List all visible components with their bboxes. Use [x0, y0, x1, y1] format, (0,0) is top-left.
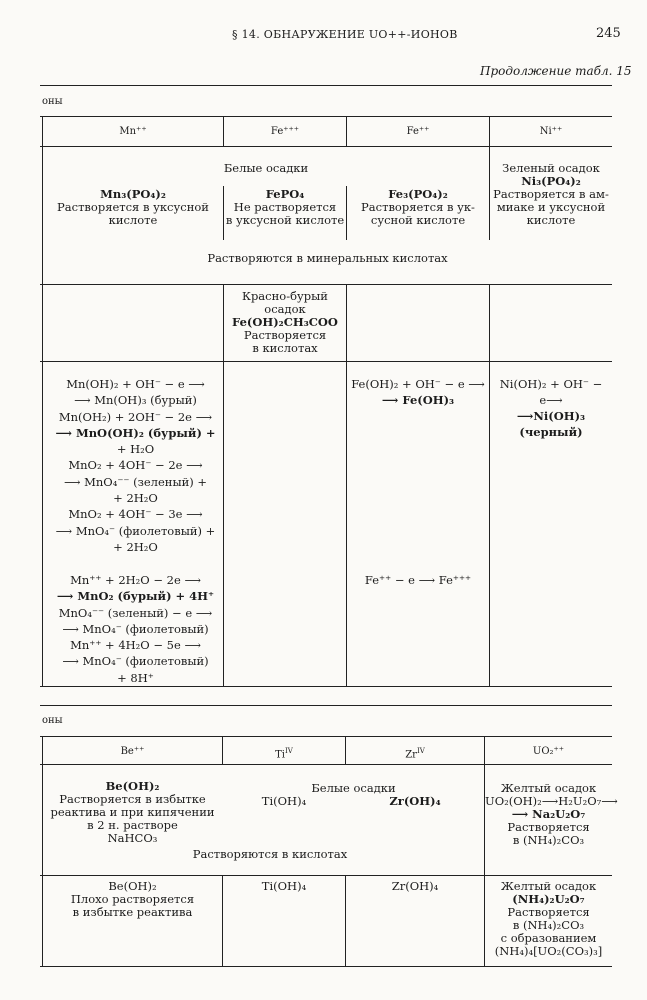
mn-oxidation-a	[48, 376, 223, 555]
zr-hydroxide-2: Zr(OH)₄	[391, 879, 439, 893]
fe3-acetate-1: Красно-бурый	[242, 289, 328, 303]
mn-eq-2: ⟶ Mn(OH)₃ (бурый)	[74, 393, 197, 408]
ni-text-3: миаке и уксусной	[496, 200, 606, 214]
page-number: 245	[596, 26, 621, 41]
fe2-eq-1: Fe(OH)₂ + OH⁻ − e ⟶	[351, 377, 485, 391]
mn-eq-17: ⟶ MnO₄⁻ (фиолетовый)	[62, 654, 209, 669]
running-head: § 14. ОБНАРУЖЕНИЕ UO++-ИОНОВ	[232, 28, 458, 41]
mn-eq-1: Mn(OH)₂ + OH⁻ − e ⟶	[66, 377, 205, 391]
row1-footer: Растворяются в минеральных кислотах	[207, 251, 448, 265]
be-hydroxide	[43, 780, 222, 845]
mn-eq-11: + 2H₂O	[113, 539, 158, 554]
fe3-acetate-3: Растворяется	[243, 328, 327, 342]
fe2-text-1: Растворяется в ук-	[361, 200, 475, 214]
header-uo2: UO₂⁺⁺	[532, 746, 565, 757]
fe2-phosphate	[347, 188, 489, 227]
uo2-precipitate-2	[485, 880, 612, 958]
mn-eq-16: Mn⁺⁺ + 4H₂O − 5e ⟶	[70, 638, 201, 653]
fe3-acetate-2: осадок	[264, 302, 306, 316]
ni-text-4: кислоте	[526, 213, 576, 227]
mn-eq-15: ⟶ MnO₄⁻ (фиолетовый)	[62, 621, 209, 636]
row1-span-label: Белые осадки	[223, 161, 309, 175]
be-formula: Be(OH)₂	[105, 779, 160, 793]
uo2b-text-4: в (NH₄)₂CO₃	[512, 918, 585, 932]
header-fe2: Fe⁺⁺	[406, 126, 430, 137]
uo2-text-3: ⟶ Na₂U₂O₇	[511, 807, 586, 821]
uo2-text-5: в (NH₄)₂CO₃	[512, 833, 585, 847]
mn-eq-5: + H₂O	[116, 442, 155, 457]
fe2-eq-2: ⟶ Fe(OH)₃	[381, 393, 455, 407]
row1-footer-2: Растворяются в кислотах	[192, 847, 348, 861]
be2-text-2: в избытке реактива	[72, 905, 193, 919]
table-1-stub: оны	[42, 96, 63, 107]
fe2-text-2: сусной кислоте	[370, 213, 466, 227]
uo2b-text-6: (NH₄)₄[UO₂(CO₃)₃]	[494, 944, 603, 958]
mn-eq-9: MnO₂ + 4OH⁻ − 3e ⟶	[68, 507, 203, 522]
mn-phosphate	[43, 188, 223, 227]
header-zr: $Zr^{IV}$	[405, 747, 425, 761]
header-be: Be⁺⁺	[120, 746, 145, 757]
fe3-formula: FePO₄	[265, 187, 305, 201]
fe3-acetate	[224, 290, 346, 355]
fe3-text-2: в уксусной кислоте	[225, 213, 345, 227]
be-text-3: в 2 н. растворе	[87, 818, 178, 832]
mn-eq-8: + 2H₂O	[113, 491, 158, 506]
mn-text-1: Растворяется в уксусной	[57, 200, 209, 214]
ti-hydroxide: Ti(OH)₄	[261, 794, 307, 808]
header-ti: $Ti^{IV}$	[275, 747, 293, 761]
ni-eq-2: ⟶Ni(OH)₃ (черный)	[516, 409, 586, 439]
mn-eq-13: ⟶ MnO₂ (бурый) + 4H⁺	[56, 589, 215, 604]
mn-text-2: кислоте	[108, 213, 158, 227]
uo2b-text-2: (NH₄)₂U₂O₇	[512, 892, 585, 906]
uo2b-text-5: с образованием	[500, 931, 597, 945]
row1-span-label-2: Белые осадки	[311, 781, 396, 795]
header-fe3: Fe⁺⁺⁺	[270, 126, 300, 137]
uo2b-text-3: Растворяется	[507, 905, 590, 919]
mn-eq-6: MnO₂ + 4OH⁻ − 2e ⟶	[68, 458, 203, 473]
mn-oxidation-b	[48, 572, 223, 686]
zr-hydroxide: Zr(OH)₄	[389, 794, 441, 808]
be2-text-1: Плохо растворяется	[70, 892, 195, 906]
fe3-phosphate	[224, 188, 346, 227]
mn-eq-7: ⟶ MnO₄⁻⁻ (зеленый) +	[63, 474, 208, 489]
mn-eq-12: Mn⁺⁺ + 2H₂O − 2e ⟶	[70, 573, 201, 587]
mn-eq-3: Mn(OH₂) + 2OH⁻ − 2e ⟶	[58, 409, 213, 424]
table-continuation: Продолжение табл. 15	[480, 64, 632, 78]
fe2-oxidation-a	[347, 376, 489, 408]
ni-formula: Ni₃(PO₄)₂	[521, 174, 581, 188]
be-text-2: реактива и при кипячении	[50, 805, 215, 819]
be-text-4: NaHCO₃	[107, 831, 158, 845]
mn-eq-4: ⟶ MnO(OH)₂ (бурый) +	[55, 425, 216, 440]
ni-phosphate	[490, 162, 612, 227]
ni-eq-1: Ni(OH)₂ + OH⁻ − e⟶	[499, 377, 603, 407]
be-text-1: Растворяется в избытке	[59, 792, 206, 806]
uo2-text-4: Растворяется	[507, 820, 590, 834]
uo2-text-1: Желтый осадок	[500, 781, 597, 795]
fe2-formula: Fe₃(PO₄)₂	[388, 187, 448, 201]
uo2-precipitate	[485, 781, 618, 847]
be2-formula: Be(OH)₂	[108, 879, 157, 893]
ti-hydroxide-2: Ti(OH)₄	[261, 879, 307, 893]
ni-text-1: Зеленый осадок	[502, 161, 600, 175]
be-hydroxide-2	[43, 880, 222, 919]
uo2-text-2: UO₂(OH)₂⟶H₂U₂O₇⟶	[485, 794, 618, 808]
table-2-stub: оны	[42, 715, 63, 726]
header-ni: Ni⁺⁺	[539, 126, 563, 137]
header-mn: Mn⁺⁺	[119, 126, 147, 137]
mn-eq-10: ⟶ MnO₄⁻ (фиолетовый) +	[55, 523, 216, 538]
fe2-oxidation-b: Fe⁺⁺ − e ⟶ Fe⁺⁺⁺	[364, 573, 472, 587]
mn-eq-18: + 8H⁺	[117, 670, 154, 685]
fe3-text-1: Не растворяется	[233, 200, 337, 214]
mn-formula: Mn₃(PO₄)₂	[100, 187, 166, 201]
fe3-acetate-4: в кислотах	[252, 341, 318, 355]
ni-text-2: Растворяется в ам-	[493, 187, 609, 201]
fe3-acetate-formula: Fe(OH)₂CH₃COO	[232, 315, 338, 329]
ni-oxidation	[490, 376, 612, 440]
uo2b-text-1: Желтый осадок	[500, 879, 597, 893]
mn-eq-14: MnO₄⁻⁻ (зеленый) − e ⟶	[58, 605, 213, 620]
